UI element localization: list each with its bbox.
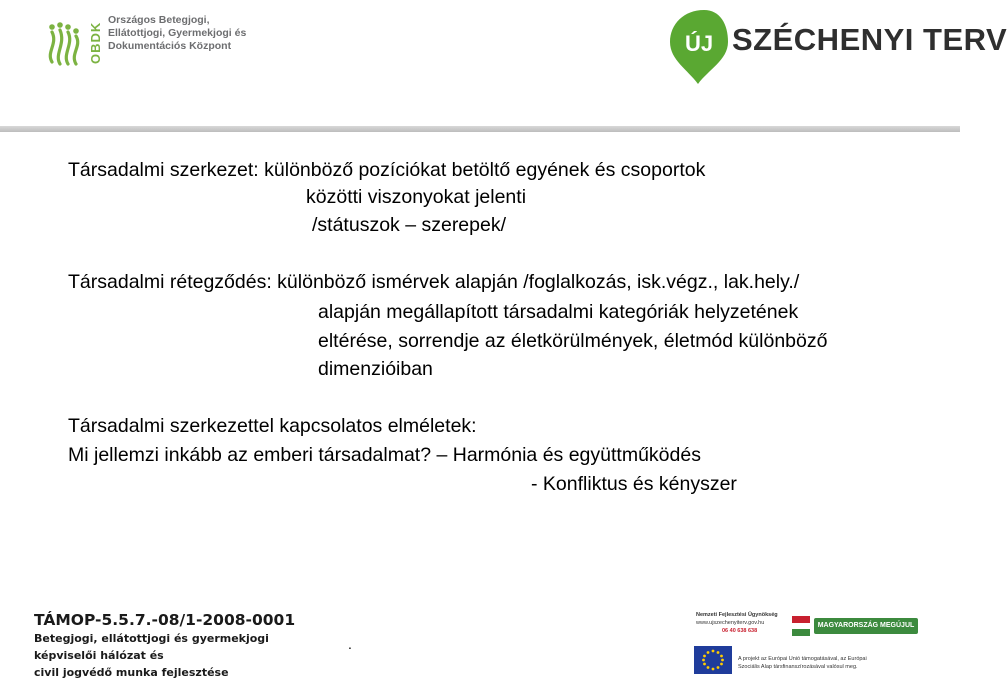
nfu-line: 06 40 638 638	[722, 628, 758, 634]
body-line: Társadalmi rétegződés: különböző ismérvek alapján /foglalkozás, isk.végz., lak.hely./	[68, 271, 800, 293]
body-line: Mi jellemzi inkább az emberi társadalmat? – Harmónia és együttműködés	[68, 444, 701, 466]
project-code: TÁMOP-5.5.7.-08/1-2008-0001	[34, 611, 296, 629]
body-line: - Konfliktus és kényszer	[531, 473, 737, 495]
funding-logos	[692, 610, 924, 690]
body-line: alapján megállapított társadalmi kategóriák helyzetének	[318, 301, 799, 323]
hu-banner	[814, 618, 918, 634]
nfu-line: www.ujszechenyiterv.gov.hu	[696, 620, 765, 626]
obdk-name-line: Dokumentációs Központ	[108, 40, 232, 52]
nfu-line: Nemzeti Fejlesztési Ügynökség	[696, 612, 778, 618]
body-line: Társadalmi szerkezettel kapcsolatos elméletek:	[68, 415, 477, 437]
project-line: képviselői hálózat és	[34, 649, 164, 662]
obdk-name-line: Ellátottjogi, Gyermekjogi és	[108, 27, 247, 39]
szechenyi-terv-text: SZÉCHENYI TERV	[732, 22, 1007, 57]
eu-line: A projekt az Európai Unió támogatásával, az Európai	[738, 656, 867, 662]
project-line: civil jogvédő munka fejlesztése	[34, 666, 229, 679]
body-line: Társadalmi szerkezet: különböző pozíciókat betöltő egyének és csoportok	[68, 159, 706, 181]
body-line: közötti viszonyokat jelenti	[306, 186, 527, 208]
obdk-abbreviation: OBDK	[88, 21, 103, 64]
body-line: eltérése, sorrendje az életkörülmények, életmód különböző	[318, 330, 828, 352]
hu-banner-text: MAGYARORSZÁG MEGÚJUL	[817, 622, 915, 629]
project-line: Betegjogi, ellátottjogi és gyermekjogi	[34, 632, 269, 645]
szechenyi-uj-text: ÚJ	[684, 31, 714, 56]
body-line: dimenzióiban	[318, 358, 433, 380]
eu-line: Szociális Alap társfinanszírozásával valósul meg.	[738, 664, 858, 670]
obdk-name-line: Országos Betegjogi,	[108, 14, 210, 26]
body-line: /státuszok – szerepek/	[312, 214, 507, 236]
hungarian-flag-icon	[792, 616, 810, 636]
footer-dot: .	[348, 636, 352, 652]
obdk-name	[108, 14, 288, 53]
header-divider	[0, 126, 960, 132]
project-info	[34, 610, 295, 681]
eu-flag-icon	[694, 646, 732, 674]
